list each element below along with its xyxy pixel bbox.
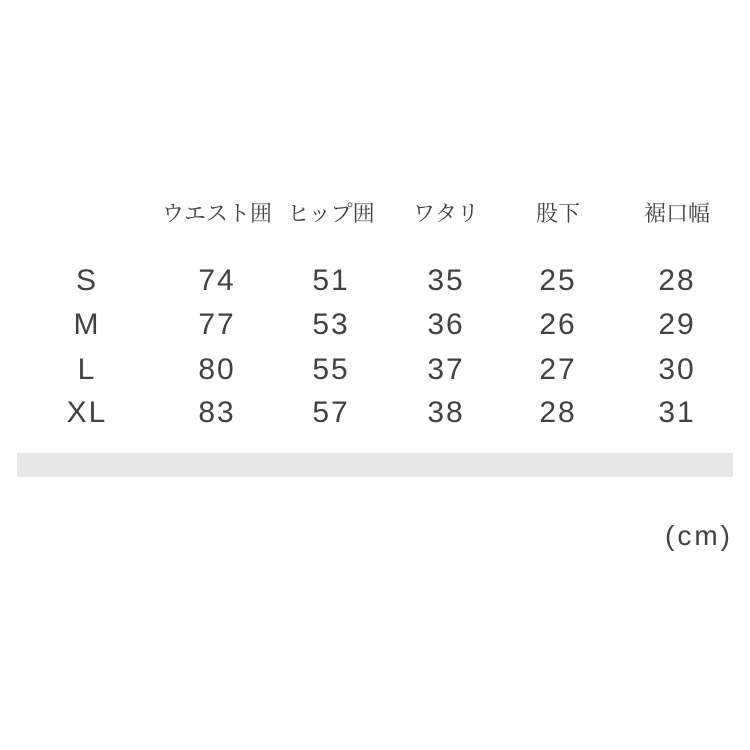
table-cell-inseam: 27 xyxy=(539,353,577,386)
column-header-hem: 裾口幅 xyxy=(643,201,710,226)
size-label: L xyxy=(77,353,97,386)
size-label: XL xyxy=(66,396,108,429)
header-empty-cell xyxy=(19,201,155,227)
table-cell-thigh: 38 xyxy=(427,396,465,429)
table-cell-inseam: 26 xyxy=(539,308,577,341)
table-cell-thigh: 36 xyxy=(427,308,465,341)
table-cell-thigh: 35 xyxy=(427,264,465,297)
column-header-inseam: 股下 xyxy=(535,201,580,226)
column-header-hip: ヒップ囲 xyxy=(287,201,375,226)
table-row-s xyxy=(19,266,747,296)
size-label: M xyxy=(73,308,101,341)
table-cell-thigh: 37 xyxy=(427,353,465,386)
table-cell-hem: 28 xyxy=(658,264,696,297)
table-cell-hip: 51 xyxy=(312,264,350,297)
table-cell-hem: 31 xyxy=(658,396,696,429)
table-cell-hem: 29 xyxy=(658,308,696,341)
table-cell-hem: 30 xyxy=(658,353,696,386)
table-cell-waist: 74 xyxy=(198,264,236,297)
size-label: S xyxy=(75,264,98,297)
divider-bar xyxy=(17,453,733,477)
table-row-m xyxy=(19,310,747,340)
table-row-xl xyxy=(19,398,747,428)
table-row-l xyxy=(19,355,747,385)
table-cell-waist: 83 xyxy=(198,396,236,429)
table-cell-inseam: 28 xyxy=(539,396,577,429)
column-header-thigh: ワタリ xyxy=(413,201,479,226)
table-cell-hip: 55 xyxy=(312,353,350,386)
table-cell-hip: 53 xyxy=(312,308,350,341)
table-header-row xyxy=(19,201,747,227)
column-header-waist: ウエスト囲 xyxy=(161,201,272,226)
table-cell-waist: 77 xyxy=(198,308,236,341)
table-cell-waist: 80 xyxy=(198,353,236,386)
table-cell-inseam: 25 xyxy=(539,264,577,297)
unit-label: (cm) xyxy=(665,520,733,551)
table-cell-hip: 57 xyxy=(312,396,350,429)
